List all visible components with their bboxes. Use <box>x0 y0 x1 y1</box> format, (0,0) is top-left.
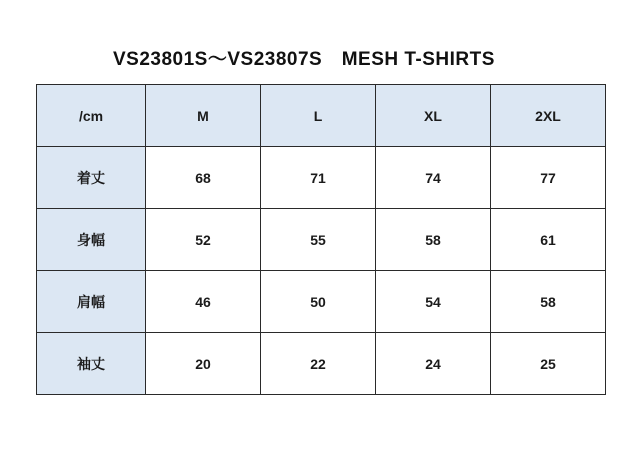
table-row <box>37 209 606 271</box>
column-header-xl: XL <box>376 85 491 147</box>
page-title: VS23801S〜VS23807S MESH T-SHIRTS <box>113 49 495 70</box>
cell-mihaba-2xl: 61 <box>491 209 606 271</box>
cell-sodetake-2xl: 25 <box>491 333 606 395</box>
cell-mihaba-xl: 58 <box>376 209 491 271</box>
table-corner-label: /cm <box>37 85 146 147</box>
cell-katahaba-xl: 54 <box>376 271 491 333</box>
cell-kitake-m: 68 <box>146 147 261 209</box>
cell-sodetake-m: 20 <box>146 333 261 395</box>
cell-mihaba-m: 52 <box>146 209 261 271</box>
row-label-mihaba: 身幅 <box>37 209 146 271</box>
row-label-kitake: 着丈 <box>37 147 146 209</box>
size-chart-table <box>36 84 606 395</box>
column-header-m: M <box>146 85 261 147</box>
column-header-2xl: 2XL <box>491 85 606 147</box>
table-header-row <box>37 85 606 147</box>
cell-katahaba-l: 50 <box>261 271 376 333</box>
row-label-katahaba: 肩幅 <box>37 271 146 333</box>
cell-kitake-2xl: 77 <box>491 147 606 209</box>
cell-katahaba-2xl: 58 <box>491 271 606 333</box>
table-row <box>37 147 606 209</box>
cell-mihaba-l: 55 <box>261 209 376 271</box>
table-row <box>37 333 606 395</box>
cell-sodetake-l: 22 <box>261 333 376 395</box>
cell-sodetake-xl: 24 <box>376 333 491 395</box>
table-row <box>37 271 606 333</box>
column-header-l: L <box>261 85 376 147</box>
row-label-sodetake: 袖丈 <box>37 333 146 395</box>
cell-kitake-xl: 74 <box>376 147 491 209</box>
cell-kitake-l: 71 <box>261 147 376 209</box>
cell-katahaba-m: 46 <box>146 271 261 333</box>
